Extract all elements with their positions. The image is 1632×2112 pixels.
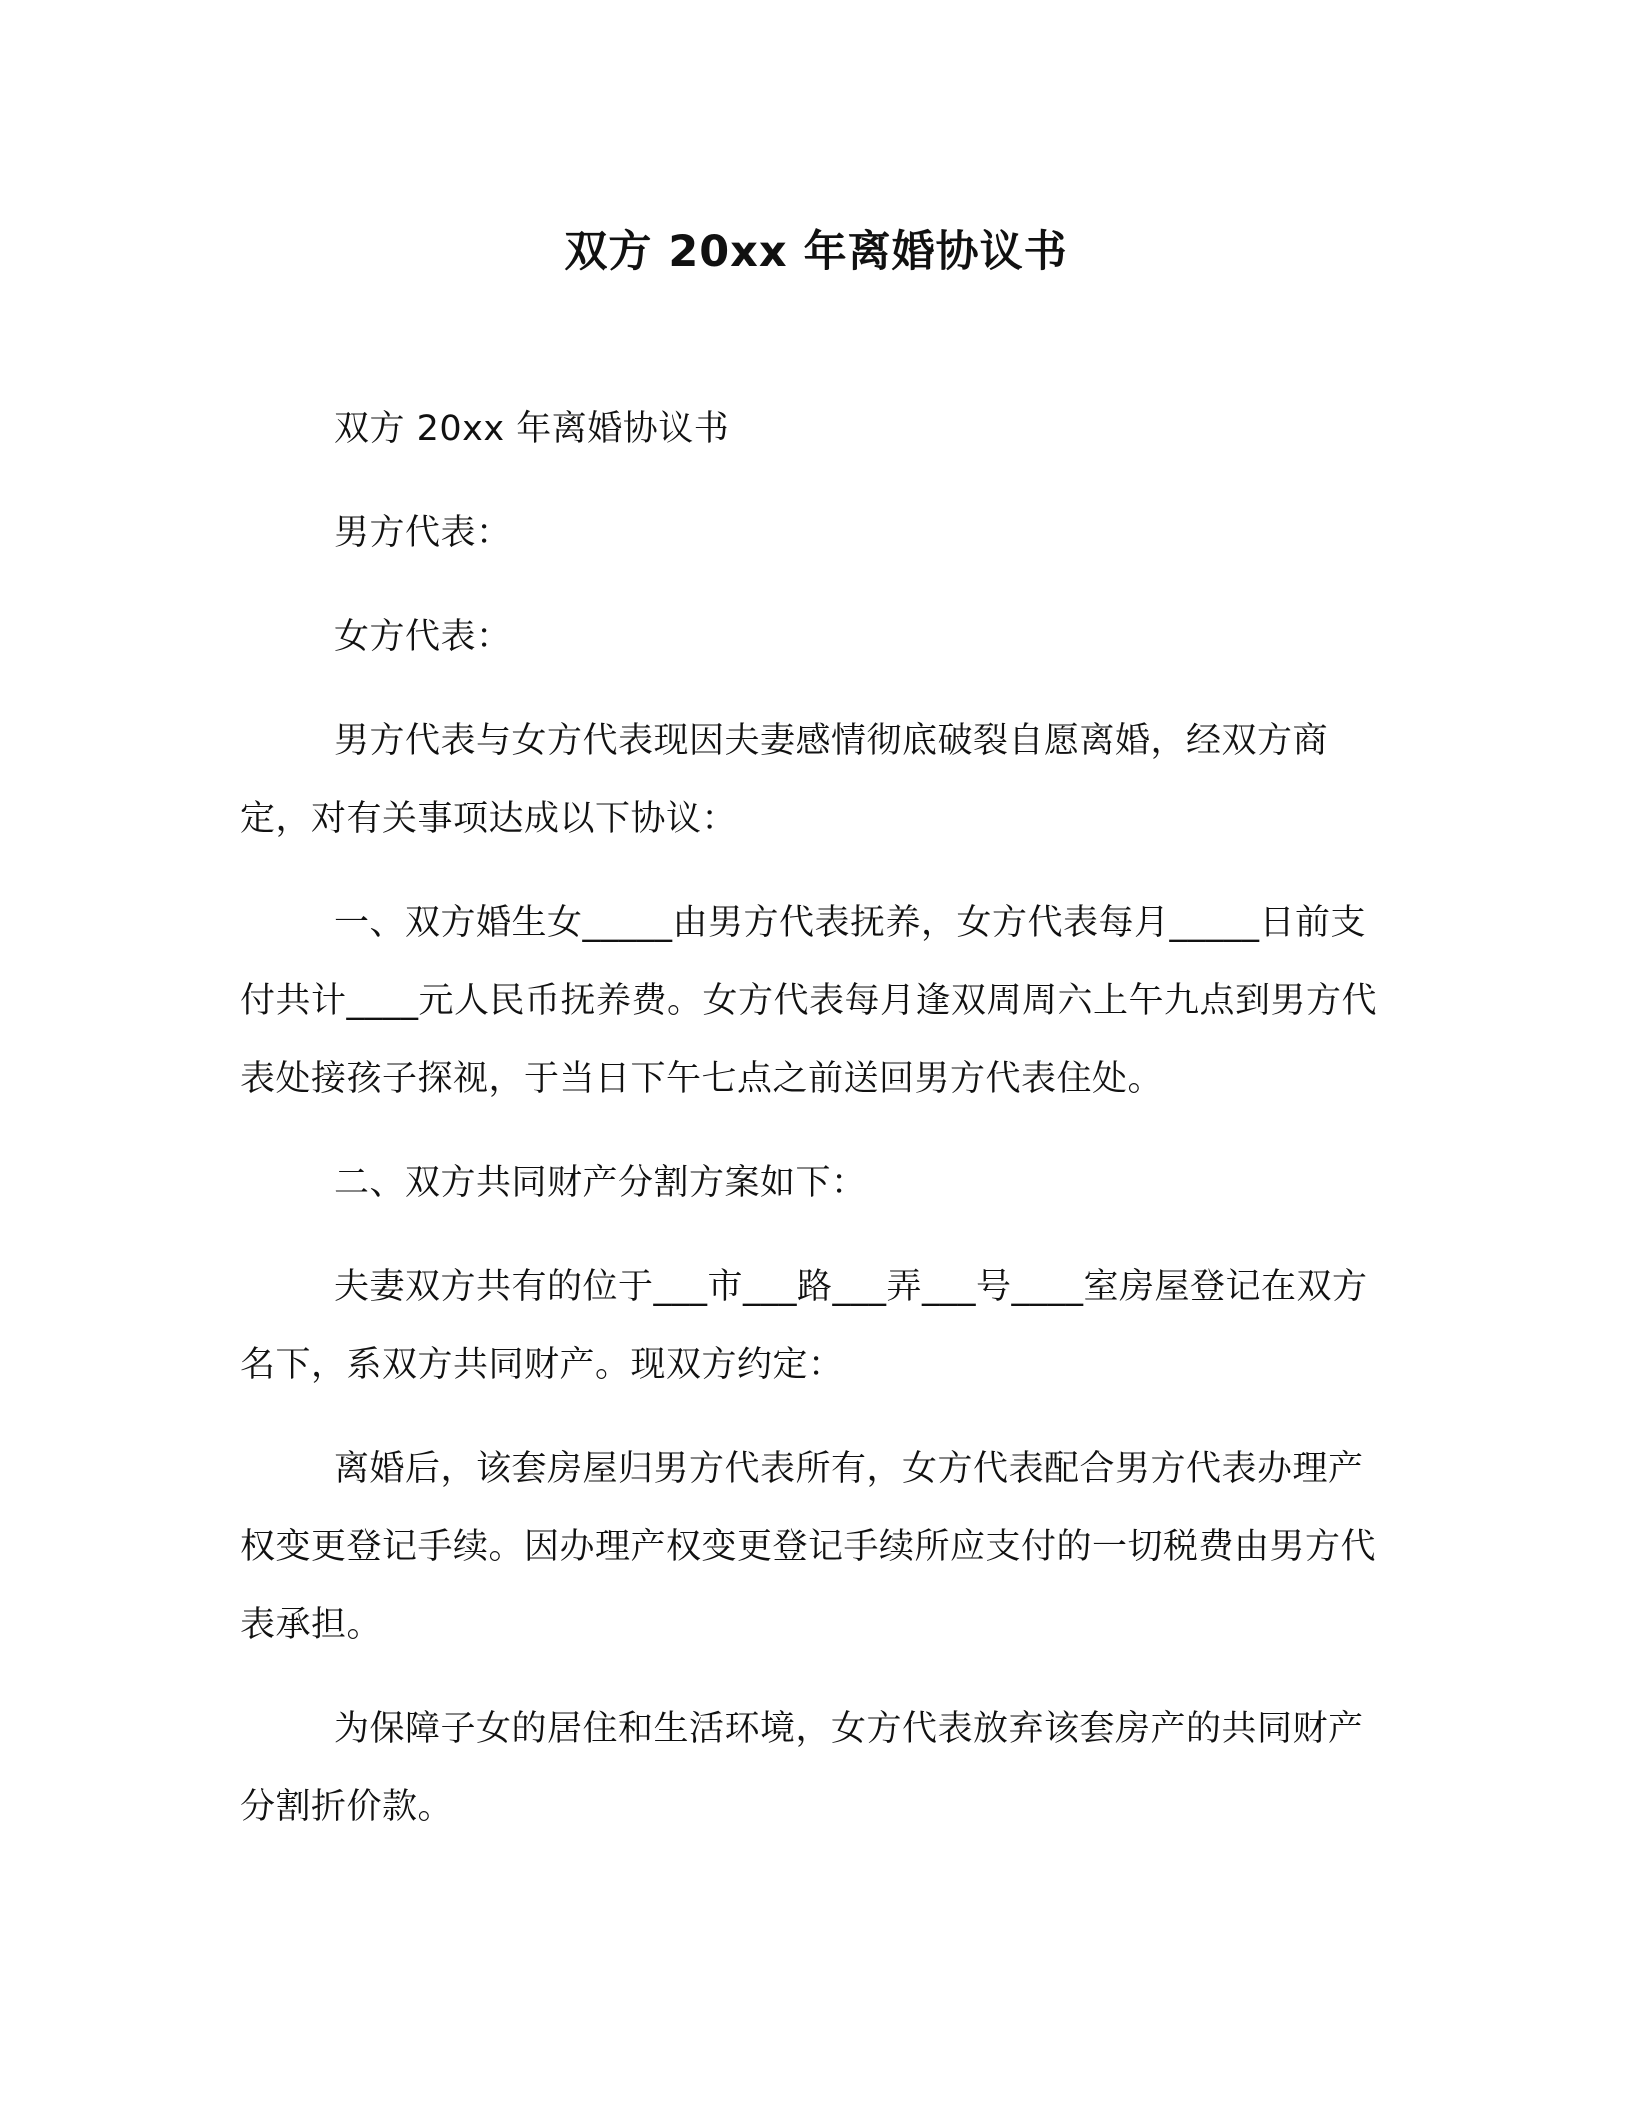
document-title: 双方 20xx 年离婚协议书 bbox=[564, 227, 1068, 277]
paragraph-property: 夫妻双方共有的位于___市___路___弄___号____室房屋登记在双方名下，系双方共同财产。现双方约定： bbox=[240, 1267, 1368, 1385]
paragraph-clause-two: 二、双方共同财产分割方案如下： bbox=[334, 1163, 867, 1203]
paragraph-intro: 男方代表与女方代表现因夫妻感情彻底破裂自愿离婚，经双方商定，对有关事项达成以下协议： bbox=[240, 721, 1329, 839]
paragraph-waiver: 为保障子女的居住和生活环境，女方代表放弃该套房产的共同财产分割折价款。 bbox=[240, 1709, 1364, 1827]
paragraph-subtitle: 双方 20xx 年离婚协议书 bbox=[334, 409, 730, 449]
paragraph-house-ownership: 离婚后，该套房屋归男方代表所有，女方代表配合男方代表办理产权变更登记手续。因办理产权变更登记手续所应支付的一切税费由男方代表承担。 bbox=[240, 1449, 1377, 1645]
paragraph-clause-one: 一、双方婚生女_____由男方代表抚养，女方代表每月_____日前支付共计____元人民币抚养费。女方代表每月逢双周周六上午九点到男方代表处接孩子探视，于当日下午七点之前送回男方代表住处。 bbox=[240, 903, 1378, 1099]
document-body bbox=[240, 390, 1380, 1872]
paragraph-female-party: 女方代表： bbox=[334, 617, 512, 657]
paragraph-male-party: 男方代表： bbox=[334, 513, 512, 553]
